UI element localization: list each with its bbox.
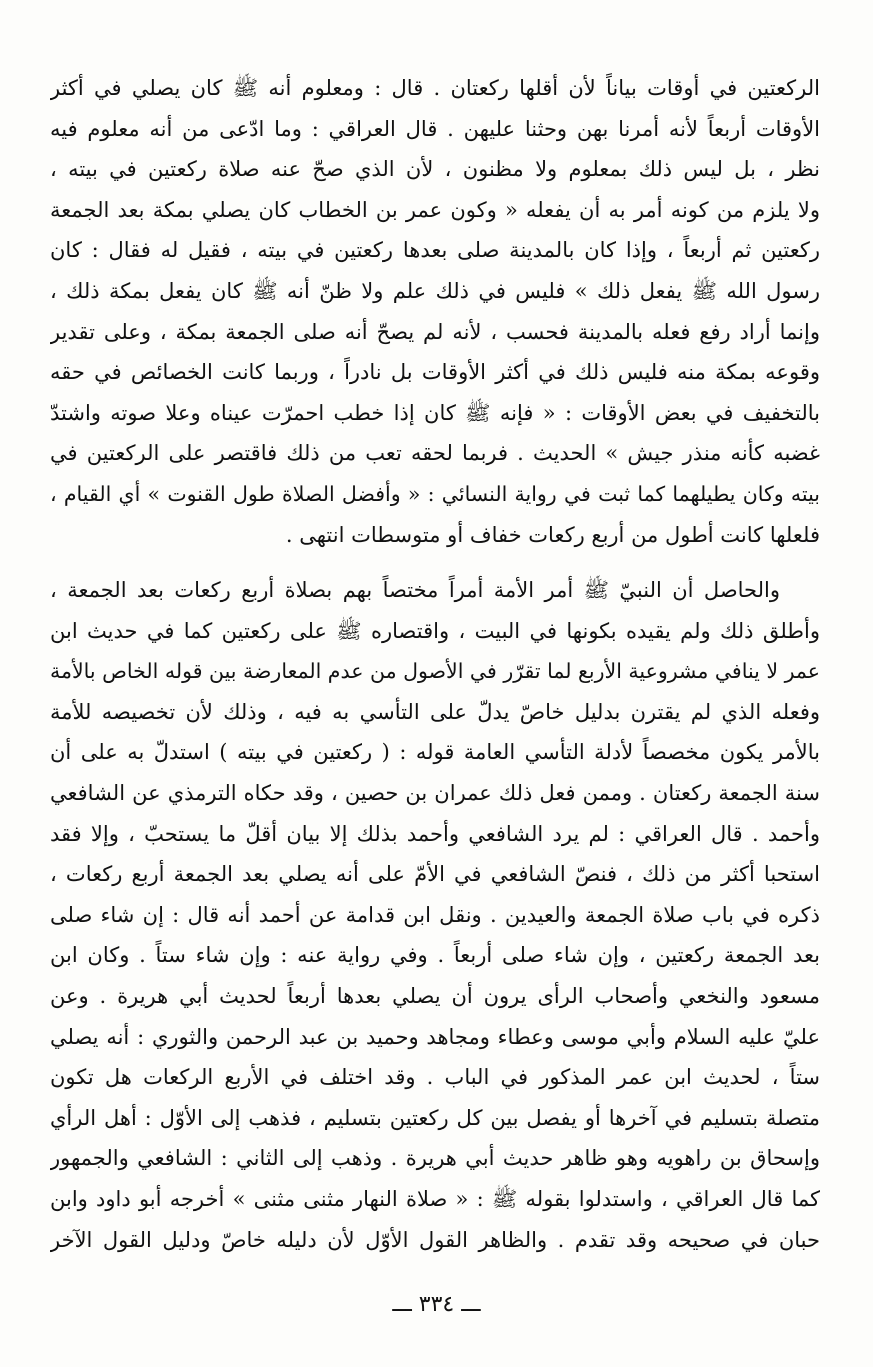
text-line: كما قال العراقي ، واستدلوا بقوله ﷺ : « صلاة النهار مثنى مثنى » أخرجه أبو داود وابن (50, 1186, 820, 1211)
text-line: حبان في صحيحه وقد تقدم . والظاهر القول الأوّل لأن دليله خاصّ ودليل القول الآخر (50, 1227, 820, 1252)
paragraph-1 (50, 68, 820, 555)
text-line: وأحمد . قال العراقي : لم يرد الشافعي وأحمد بذلك إلا بيان أقلّ ما يستحبّ ، وإلا فقد (50, 821, 820, 846)
text-line: ولا يلزم من كونه أمر به أن يفعله « وكون عمر بن الخطاب كان يصلي بمكة بعد الجمعة (50, 197, 820, 222)
text-line: فلعلها كانت أطول من أربع ركعات خفاف أو متوسطات انتهى . (285, 522, 820, 547)
text-line: وقوعه بمكة منه فليس ذلك في أكثر الأوقات بل نادراً ، وربما كانت الخصائص في حقه (50, 360, 820, 385)
text-line: نظر ، بل ليس ذلك بمعلوم ولا مظنون ، لأن الذي صحّ عنه صلاة ركعتين في بيته ، (50, 157, 820, 182)
text-line: ركعتين ثم أربعاً ، وإذا كان بالمدينة صلى بعدها ركعتين في بيته ، فقيل له فقال : كان (50, 238, 820, 263)
page-number: ـــ ٣٣٤ ـــ (392, 1292, 481, 1317)
text-line: ستاً ، لحديث ابن عمر المذكور في الباب . وقد اختلف في الأربع الركعات هل تكون (50, 1065, 820, 1090)
text-line: بالتخفيف في بعض الأوقات : « فإنه ﷺ كان إذا خطب احمرّت عيناه وعلا صوته واشتدّ (50, 400, 820, 425)
text-line: رسول الله ﷺ يفعل ذلك » فليس في ذلك علم ولا ظنّ أنه ﷺ كان يفعل بمكة ذلك ، (50, 278, 820, 303)
text-line: وأطلق ذلك ولم يقيده بكونها في البيت ، واقتصاره ﷺ على ركعتين كما في حديث ابن (50, 618, 820, 643)
text-line: استحبا أكثر من ذلك ، فنصّ الشافعي في الأمّ على أنه يصلي بعد الجمعة أربع ركعات ، (50, 862, 820, 887)
text-line: مسعود والنخعي وأصحاب الرأى يرون أن يصلي بعدها أربعاً لحديث أبي هريرة . وعن (50, 983, 820, 1008)
text-line: وإنما أراد رفع فعله بالمدينة فحسب ، لأنه لم يصحّ أنه صلى الجمعة بمكة ، وعلى تقدير (50, 319, 820, 344)
text-line: الركعتين في أوقات بياناً لأن أقلها ركعتان . قال : ومعلوم أنه ﷺ كان يصلي في أكثر (50, 76, 820, 100)
text-line: عليّ عليه السلام وأبي موسى وعطاء ومجاهد وحميد بن عبد الرحمن والثوري : أنه يصلي (50, 1024, 820, 1049)
text-line: وإسحاق بن راهويه وهو ظاهر حديث أبي هريرة . وذهب إلى الثاني : الشافعي والجمهور (50, 1146, 820, 1171)
text-line: والحاصل أن النبيّ ﷺ أمر الأمة أمراً مختصاً بهم بصلاة أربع ركعات بعد الجمعة ، (50, 578, 780, 602)
paragraph-2 (50, 570, 820, 1260)
text-line: بعد الجمعة ركعتين ، وإن شاء صلى أربعاً . وفي رواية عنه : وإن شاء ستاً . وكان ابن (50, 943, 820, 968)
text-line: وفعله الذي لم يقترن بدليل خاصّ يدلّ على التأسي به فيه ، وذلك لأن تخصيصه للأمة (50, 699, 820, 724)
text-line: بيته وكان يطيلهما كما ثبت في رواية النسائي : « وأفضل الصلاة طول القنوت » أي القيام ، (50, 481, 820, 506)
text-line: عمر لا ينافي مشروعية الأربع لما تقرّر في الأصول من عدم المعارضة بين قوله الخاص بالأمة (50, 659, 820, 684)
text-line: سنة الجمعة ركعتان . وممن فعل ذلك عمران بن حصين ، وقد حكاه الترمذي عن الشافعي (50, 780, 820, 805)
text-line: متصلة بتسليم في آخرها أو يفصل بين كل ركعتين بتسليم ، فذهب إلى الأوّل : أهل الرأي (50, 1105, 820, 1130)
text-line: ذكره في باب صلاة الجمعة والعيدين . ونقل ابن قدامة عن أحمد أنه قال : إن شاء صلى (50, 902, 820, 927)
text-line: بالأمر يكون مخصصاً لأدلة التأسي العامة قوله : ( ركعتين في بيته ) استدلّ به على أن (50, 740, 820, 765)
text-line: غضبه كأنه منذر جيش » الحديث . فربما لحقه تعب من ذلك فاقتصر على الركعتين في (50, 441, 820, 466)
text-line: الأوقات أربعاً لأنه أمرنا بهن وحثنا عليهن . قال العراقي : وما ادّعى من أنه معلوم فيه (50, 116, 820, 141)
